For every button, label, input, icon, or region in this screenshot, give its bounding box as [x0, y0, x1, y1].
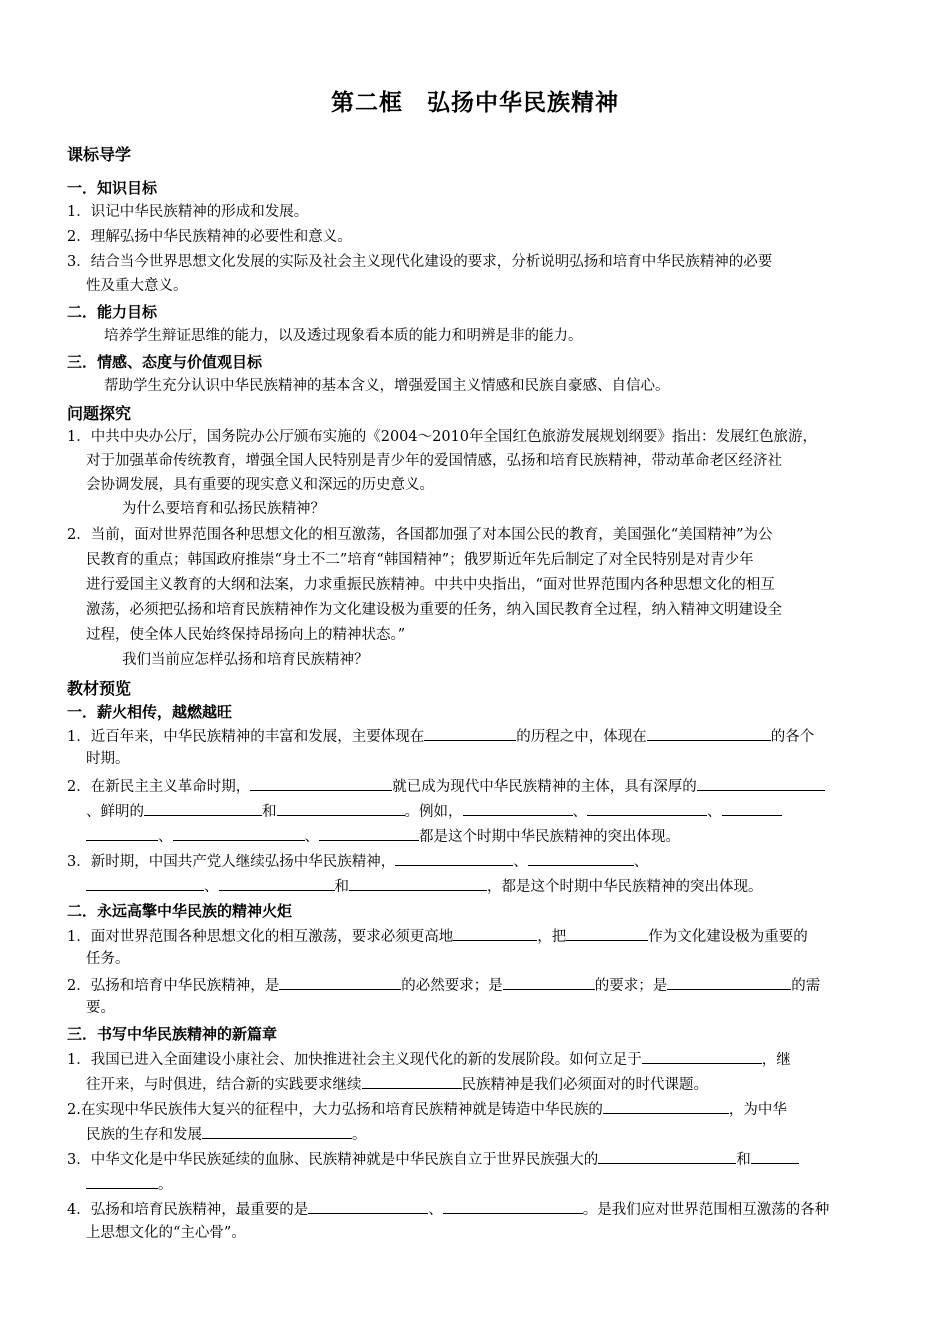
fill-blank[interactable] — [395, 850, 513, 866]
preview-2-item-2: 2．弘扬和培育中华民族精神，是 的必然要求；是 的要求；是 的需 — [67, 974, 820, 996]
preview-3-item-2: 2.在实现中华民族伟大复兴的征程中，大力弘扬和培育民族精神就是铸造中华民族的 ，为中华 — [67, 1098, 787, 1120]
preview-1-heading: 一．薪火相传，越燃越旺 — [67, 703, 233, 721]
fill-blank[interactable] — [279, 974, 401, 990]
preview-2-item-1: 1．面对世界范围各种思想文化的相互激荡，要求必须更高地 ，把 作为文化建设极为重要的 — [67, 925, 808, 947]
fill-blank[interactable] — [86, 875, 204, 891]
fill-blank[interactable] — [443, 1198, 583, 1214]
preview-1-item-1: 1．近百年来，中华民族精神的丰富和发展，主要体现在 的历程之中，体现在 的各个 — [67, 725, 814, 747]
knowledge-goal-3: 3．结合当今世界思想文化发展的实际及社会主义现代化建设的要求，分析说明弘扬和培育中华民族精神的必要 — [67, 254, 773, 270]
fill-blank[interactable] — [647, 725, 771, 741]
inquiry-2-line-5: 过程，使全体人民始终保持昂扬向上的精神状态。” — [86, 627, 406, 643]
preview-2-item-2-cont: 要。 — [86, 1000, 115, 1016]
ability-goal-text: 培养学生辩证思维的能力，以及透过现象看本质的能力和明辨是非的能力。 — [104, 328, 583, 344]
inquiry-1-question: 为什么要培育和弘扬民族精神？ — [122, 501, 325, 517]
knowledge-goal-3-cont: 性及重大意义。 — [86, 278, 188, 294]
preview-3-item-2-cont: 民族的生存和发展 。 — [86, 1123, 367, 1145]
fill-blank[interactable] — [424, 725, 516, 741]
emotion-goal-text: 帮助学生充分认识中华民族精神的基本含义，增强爱国主义情感和民族自豪感、自信心。 — [104, 378, 670, 394]
fill-blank[interactable] — [173, 825, 305, 841]
section-heading-guide: 课标导学 — [67, 145, 132, 164]
knowledge-goal-2: 2．理解弘扬中华民族精神的必要性和意义。 — [67, 229, 352, 245]
preview-3-item-4-cont: 上思想文化的“主心骨”。 — [86, 1225, 246, 1241]
ability-goals-heading: 二．能力目标 — [67, 303, 158, 321]
fill-blank[interactable] — [598, 1148, 736, 1164]
preview-1-item-3: 3．新时期，中国共产党人继续弘扬中华民族精神， 、 、 — [67, 850, 648, 872]
preview-1-item-3-cont: 、 和 ，都是这个时期中华民族精神的突出体现。 — [86, 875, 763, 897]
fill-blank[interactable] — [697, 775, 825, 791]
inquiry-1-line-2: 对于加强革命传统教育，增强全国人民特别是青少年的爱国情感，弘扬和培育民族精神，带动革命老区经济社 — [86, 453, 782, 469]
preview-3-heading: 三．书写中华民族精神的新篇章 — [67, 1025, 278, 1043]
fill-blank[interactable] — [86, 825, 158, 841]
preview-1-item-2-cont2: 、 、 都是这个时期中华民族精神的突出体现。 — [86, 825, 680, 847]
preview-3-item-1-cont: 往开来，与时俱进，结合新的实践要求继续 民族精神是我们必须面对的时代课题。 — [86, 1073, 708, 1095]
emotion-goals-heading: 三．情感、态度与价值观目标 — [67, 353, 263, 371]
preview-1-item-1-cont: 时期。 — [86, 751, 130, 767]
fill-blank[interactable] — [667, 974, 791, 990]
preview-3-item-1: 1．我国已进入全面建设小康社会、加快推进社会主义现代化的新的发展阶段。如何立足于 ，继 — [67, 1048, 791, 1070]
fill-blank[interactable] — [362, 1073, 462, 1089]
inquiry-2-line-4: 激荡，必须把弘扬和培育民族精神作为文化建设极为重要的任务，纳入国民教育全过程，纳入精神文明建设全 — [86, 602, 782, 618]
fill-blank[interactable] — [587, 800, 707, 816]
preview-3-item-4: 4．弘扬和培育民族精神，最重要的是 、 。是我们应对世界范围相互激荡的各种 — [67, 1198, 829, 1220]
fill-blank[interactable] — [308, 1198, 428, 1214]
fill-blank[interactable] — [528, 850, 634, 866]
inquiry-2-question: 我们当前应怎样弘扬和培育民族精神？ — [122, 652, 369, 668]
preview-3-item-3-cont: 。 — [86, 1173, 173, 1195]
fill-blank[interactable] — [722, 800, 782, 816]
inquiry-2-line-2: 民教育的重点；韩国政府推崇“身土不二”培育“韩国精神”；俄罗斯近年先后制定了对全民特别是对青少年 — [86, 552, 754, 568]
preview-2-item-1-cont: 任务。 — [86, 951, 130, 967]
section-heading-inquiry: 问题探究 — [67, 404, 132, 423]
fill-blank[interactable] — [463, 800, 573, 816]
fill-blank[interactable] — [503, 974, 595, 990]
knowledge-goal-1: 1．识记中华民族精神的形成和发展。 — [67, 204, 309, 220]
fill-blank[interactable] — [250, 775, 392, 791]
fill-blank[interactable] — [751, 1148, 799, 1164]
inquiry-2-line-1: 2．当前，面对世界范围各种思想文化的相互激荡，各国都加强了对本国公民的教育，美国强化“美国精神”为公 — [67, 527, 773, 543]
section-heading-preview: 教材预览 — [67, 679, 132, 698]
fill-blank[interactable] — [277, 800, 405, 816]
fill-blank[interactable] — [603, 1098, 729, 1114]
fill-blank[interactable] — [319, 825, 419, 841]
fill-blank[interactable] — [642, 1048, 762, 1064]
fill-blank[interactable] — [202, 1123, 352, 1139]
preview-2-heading: 二．永远高擎中华民族的精神火炬 — [67, 902, 293, 920]
fill-blank[interactable] — [349, 875, 487, 891]
inquiry-1-line-3: 会协调发展，具有重要的现实意义和深远的历史意义。 — [86, 477, 434, 493]
preview-3-item-3: 3．中华文化是中华民族延续的血脉、民族精神就是中华民族自立于世界民族强大的 和 — [67, 1148, 799, 1170]
inquiry-1-line-1: 1．中共中央办公厅，国务院办公厅颁布实施的《2004～2010年全国红色旅游发展规划纲要》指出：发展红色旅游， — [67, 429, 818, 445]
fill-blank[interactable] — [566, 925, 648, 941]
fill-blank[interactable] — [453, 925, 537, 941]
preview-1-item-2-cont: 、鲜明的 和 。例如， 、 、 — [86, 800, 782, 822]
page-title: 第二框 弘扬中华民族精神 — [331, 90, 619, 116]
fill-blank[interactable] — [144, 800, 262, 816]
fill-blank[interactable] — [86, 1173, 158, 1189]
knowledge-goals-heading: 一．知识目标 — [67, 179, 158, 197]
preview-1-item-2: 2．在新民主主义革命时期， 就已成为现代中华民族精神的主体，具有深厚的 — [67, 775, 825, 797]
fill-blank[interactable] — [219, 875, 335, 891]
inquiry-2-line-3: 进行爱国主义教育的大纲和法案，力求重振民族精神。中共中央指出，“面对世界范围内各种思想文化的相互 — [86, 577, 775, 593]
